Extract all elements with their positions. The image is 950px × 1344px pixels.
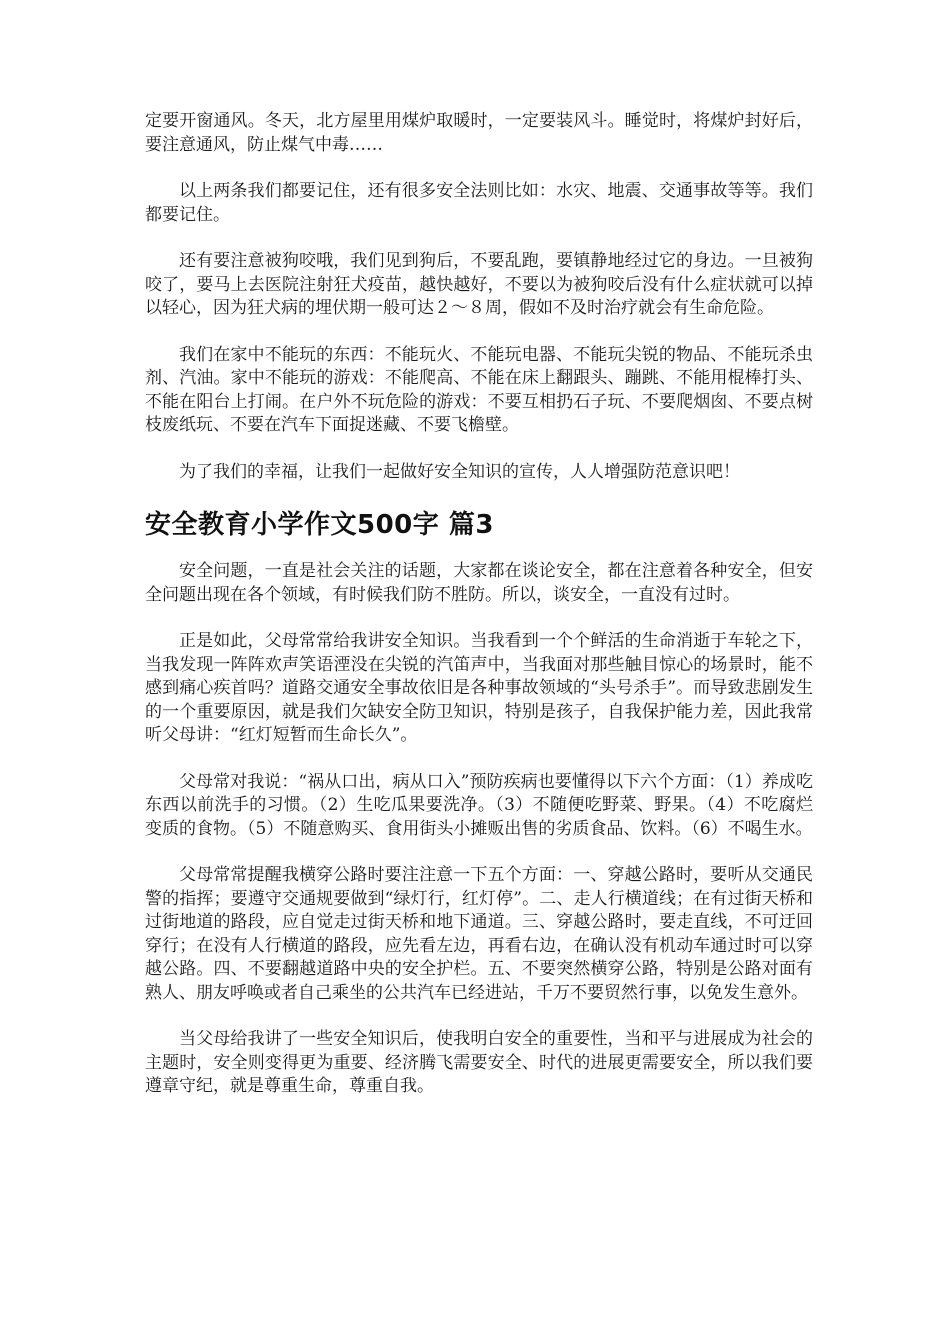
paragraph-safety-topic: 安全问题，一直是社会关注的话题，大家都在谈论安全，都在注意着各种安全，但安全问题出现在各个领域，有时候我们防不胜防。所以，谈安全，一直没有过时。 [145, 561, 813, 605]
paragraph-traffic-safety: 正是如此，父母常常给我讲安全知识。当我看到一个个鲜活的生命消逝于车轮之下，当我发现一阵阵欢声笑语湮没在尖锐的汽笛声中，当我面对那些触目惊心的场景时，能不感到痛心疾首吗？道路交通安全事故依旧是各种事故领域的“头号杀手”。而导致悲剧发生的一个重要原因，就是我们欠缺安全防卫知识，特别是孩子，自我保护能力差，因此我常听父母讲：“红灯短暂而生命长久”。 [145, 631, 813, 745]
paragraph-conclusion: 当父母给我讲了一些安全知识后，使我明白安全的重要性，当和平与进展成为社会的主题时，安全则变得更为重要、经济腾飞需要安全、时代的进展更需要安全，所以我们要遵章守纪，就是尊重生命，尊重自我。 [145, 1029, 813, 1096]
paragraph-crossing-road: 父母常常提醒我横穿公路时要注注意一下五个方面：一、穿越公路时，要听从交通民警的指挥；要遵守交通规要做到“绿灯行，红灯停”。二、走人行横道线；在有过街天桥和过街地道的路段，应自觉走过街天桥和地下通道。三、穿越公路时，要走直线，不可迂回穿行；在没有人行横道的路段，应先看左边，再看右边，在确认没有机动车通过时可以穿越公路。四、不要翻越道路中央的安全护栏。五、不要突然横穿公路，特别是公路对面有熟人、朋友呼唤或者自己乘坐的公共汽车已经进站，千万不要贸然行事，以免发生意外。 [145, 865, 813, 1003]
paragraph-dangerous-play: 我们在家中不能玩的东西：不能玩火、不能玩电器、不能玩尖锐的物品、不能玩杀虫剂、汽油。家中不能玩的游戏：不能爬高、不能在床上翻跟头、蹦跳、不能用棍棒打头、不能在阳台上打闹。在户外不玩危险的游戏：不要互相扔石子玩、不要爬烟囱、不要点树枝废纸玩、不要在汽车下面捉迷藏、不要飞檐壁。 [145, 344, 813, 435]
paragraph-closing: 为了我们的幸福，让我们一起做好安全知识的宣传，人人增强防范意识吧！ [179, 461, 740, 482]
paragraph-remember-rules: 以上两条我们都要记住，还有很多安全法则比如：水灾、地震、交通事故等等。我们都要记住。 [145, 181, 813, 225]
section-heading: 安全教育小学作文500字 篇3 [145, 510, 494, 540]
paragraph-continuation: 定要开窗通风。冬天，北方屋里用煤炉取暖时，一定要装风斗。睡觉时，将煤炉封好后，要注意通风，防止煤气中毒…… [145, 111, 813, 155]
document-body [145, 110, 813, 1122]
paragraph-disease-prevention: 父母常对我说：“祸从口出，病从口入”预防疾病也要懂得以下六个方面：（1）养成吃东西以前洗手的习惯。（2）生吃瓜果要洗净。（3）不随便吃野菜、野果。（4）不吃腐烂变质的食物。（5）不随意购买、食用街头小摊贩出售的劣质食品、饮料。（6）不喝生水。 [145, 771, 813, 839]
paragraph-dog-bite: 还有要注意被狗咬哦，我们见到狗后，不要乱跑，要镇静地经过它的身边。一旦被狗咬了，要马上去医院注射狂犬疫苗，越快越好，不要以为被狗咬后没有什么症状就可以掉以轻心，因为狂犬病的埋伏期一般可达２～８周，假如不及时治疗就会有生命危险。 [145, 251, 813, 318]
